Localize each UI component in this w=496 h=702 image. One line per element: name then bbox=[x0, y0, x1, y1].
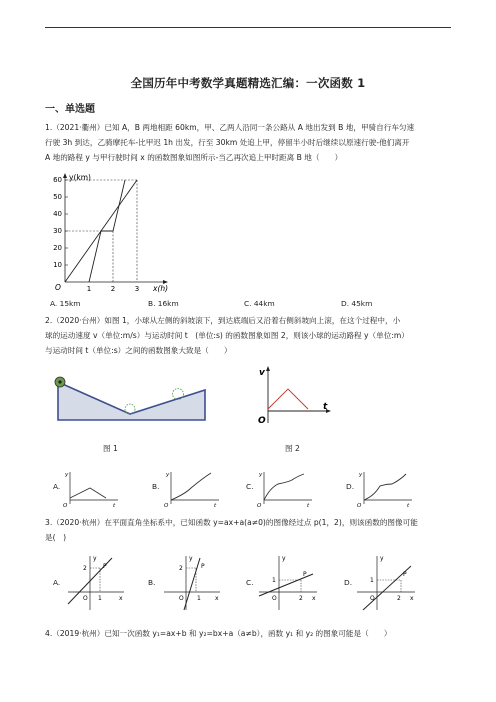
document-title: 全国历年中考数学真题精选汇编：一次函数 1 bbox=[130, 76, 366, 90]
question-4-text bbox=[45, 626, 455, 641]
q3-d-x: x bbox=[410, 595, 414, 602]
q2-a-y: y bbox=[65, 472, 69, 478]
q2-option-c-label[interactable]: C. bbox=[246, 482, 254, 491]
q3-option-c-label[interactable]: C. bbox=[246, 578, 254, 587]
q2-c-y: y bbox=[259, 472, 263, 478]
q2-d-x: t bbox=[407, 503, 410, 508]
q1-y-arrow bbox=[63, 173, 67, 178]
q2-slope-shape bbox=[58, 382, 205, 420]
q3-line-1: 3.（2020·杭州）在平面直角坐标系中，已知函数 y=ax+a(a≠0)的图像经过点 p(1，2)，则该函数的图像可能 bbox=[45, 518, 418, 527]
q2-fig2-x-label: t bbox=[323, 402, 328, 412]
q2-d-o: O bbox=[357, 503, 362, 508]
q3-b-v: 2 bbox=[179, 565, 183, 572]
q3-d-v: 1 bbox=[370, 577, 374, 584]
q2-a-x: t bbox=[113, 503, 116, 508]
question-2-text bbox=[45, 313, 455, 358]
q1-distance-time-graph bbox=[45, 170, 175, 295]
q3-c-h: 2 bbox=[299, 595, 303, 602]
q3-b-o: O bbox=[179, 595, 184, 602]
q3-a-v: 2 bbox=[83, 565, 87, 572]
section-heading: 一、单选题 bbox=[45, 104, 95, 115]
q1-option-a[interactable]: A. 15km bbox=[50, 299, 81, 308]
q2-option-d-label[interactable]: D. bbox=[346, 482, 355, 491]
q2-option-c-graph[interactable] bbox=[256, 468, 316, 508]
q2-figure-1-caption: 图 1 bbox=[103, 444, 118, 453]
q2-option-a-label[interactable]: A. bbox=[53, 482, 61, 491]
q2-c-o: O bbox=[257, 503, 262, 508]
q3-a-y: y bbox=[93, 555, 97, 562]
q3-b-y: y bbox=[189, 555, 193, 562]
q2-option-b-graph[interactable] bbox=[163, 468, 223, 508]
q2-c-x: t bbox=[307, 503, 310, 508]
q2-fig2-y-label: v bbox=[259, 368, 265, 378]
q2-option-a-graph[interactable] bbox=[62, 468, 122, 508]
q3-c-v: 1 bbox=[272, 577, 276, 584]
question-3-text bbox=[45, 515, 455, 545]
q3-b-h: 1 bbox=[197, 595, 201, 602]
q1-xtick-2: 2 bbox=[110, 285, 116, 293]
q3-c-p: P bbox=[303, 571, 307, 578]
q1-option-b[interactable]: B. 16km bbox=[148, 299, 179, 308]
q3-d-y: y bbox=[380, 555, 384, 562]
q2-figure-1-slopes bbox=[50, 370, 215, 428]
q2-d-y: y bbox=[359, 472, 363, 478]
header-rule bbox=[45, 27, 451, 28]
q2-line-2: 球的运动速度 v（单位:m/s）与运动时间 t (单位:s) 的函数图象如图 2，则该小球的运动路程 y（单位:m） bbox=[45, 331, 409, 340]
q1-ytick-50: 50 bbox=[53, 193, 62, 201]
q2-fig2-origin: O bbox=[258, 416, 266, 426]
q2-figure-2-caption: 图 2 bbox=[285, 444, 300, 453]
q2-a-o: O bbox=[63, 503, 68, 508]
q1-origin: O bbox=[55, 283, 61, 292]
q1-ytick-10: 10 bbox=[53, 261, 62, 269]
q1-xtick-3: 3 bbox=[134, 285, 140, 293]
q3-b-p: P bbox=[201, 563, 205, 570]
q3-d-o: O bbox=[370, 595, 375, 602]
q3-c-y: y bbox=[282, 555, 286, 562]
q3-line-2: 是( ) bbox=[45, 533, 67, 542]
q1-ytick-30: 30 bbox=[53, 227, 62, 235]
q3-option-d-label[interactable]: D. bbox=[344, 578, 353, 587]
q1-ytick-20: 20 bbox=[53, 244, 62, 252]
q3-d-h: 2 bbox=[397, 595, 401, 602]
q1-line-3: A 地的路程 y 与甲行驶时间 x 的函数图象如图所示-当乙再次追上甲时距离 B 地（ ） bbox=[45, 153, 343, 162]
q2-option-b-label[interactable]: B. bbox=[152, 482, 160, 491]
q3-c-x: x bbox=[312, 595, 316, 602]
q2-b-y: y bbox=[166, 472, 170, 478]
q1-ytick-40: 40 bbox=[53, 210, 62, 218]
q3-d-p: P bbox=[403, 571, 407, 578]
q1-line-2: 行驶 3h 到达，乙骑摩托车-比甲迟 1h 出发，行至 30km 处追上甲，停留半小时后继续以原速行驶-他们离开 bbox=[45, 138, 410, 147]
q1-xtick-1: 1 bbox=[86, 285, 92, 293]
q1-x-label: x(h) bbox=[153, 284, 169, 293]
q3-option-d-graph[interactable] bbox=[353, 552, 419, 612]
q3-a-o: O bbox=[83, 595, 88, 602]
q1-line-1: 1.（2021·衢州）已知 A，B 两地相距 60km，甲、乙两人沿同一条公路从 A 地出发到 B 地，甲骑自行车匀速 bbox=[45, 123, 415, 132]
q3-a-p: P bbox=[103, 563, 107, 570]
q1-y-label: y(km) bbox=[69, 173, 91, 182]
q2-b-o: O bbox=[164, 503, 169, 508]
q1-option-c[interactable]: C. 44km bbox=[244, 299, 275, 308]
q2-fig2-vt-line bbox=[268, 389, 308, 409]
q3-option-c-graph[interactable] bbox=[255, 552, 321, 612]
q4-line-1: 4.（2019·杭州）已知一次函数 y₁=ax+b 和 y₂=bx+a（a≠b），函数 y₁ 和 y₂ 的图象可能是（ ） bbox=[45, 629, 392, 638]
q2-figure-2-vt-graph bbox=[252, 365, 337, 433]
q3-a-h: 1 bbox=[98, 595, 102, 602]
q3-option-a-label[interactable]: A. bbox=[53, 578, 61, 587]
q2-option-d-graph[interactable] bbox=[356, 468, 416, 508]
q1-option-d[interactable]: D. 45km bbox=[341, 299, 373, 308]
q2-b-x: t bbox=[214, 503, 217, 508]
q3-option-b-label[interactable]: B. bbox=[148, 578, 156, 587]
q3-option-a-graph[interactable] bbox=[62, 552, 128, 612]
q2-line-3: 与运动时间 t（单位:s）之间的函数图象大致是（ ） bbox=[45, 346, 232, 355]
q1-ytick-60: 60 bbox=[53, 176, 62, 184]
q3-c-o: O bbox=[272, 595, 277, 602]
q3-a-x: x bbox=[119, 595, 123, 602]
q2-ball-bottom bbox=[125, 404, 135, 414]
question-1-text bbox=[45, 120, 455, 165]
q2-line-1: 2.（2020·台州）如图 1，小球从左侧的斜坡滚下，到达底端后又沿着右侧斜坡向上滚，在这个过程中，小 bbox=[45, 316, 401, 325]
q3-option-b-graph[interactable] bbox=[158, 552, 224, 612]
q3-b-x: x bbox=[215, 595, 219, 602]
